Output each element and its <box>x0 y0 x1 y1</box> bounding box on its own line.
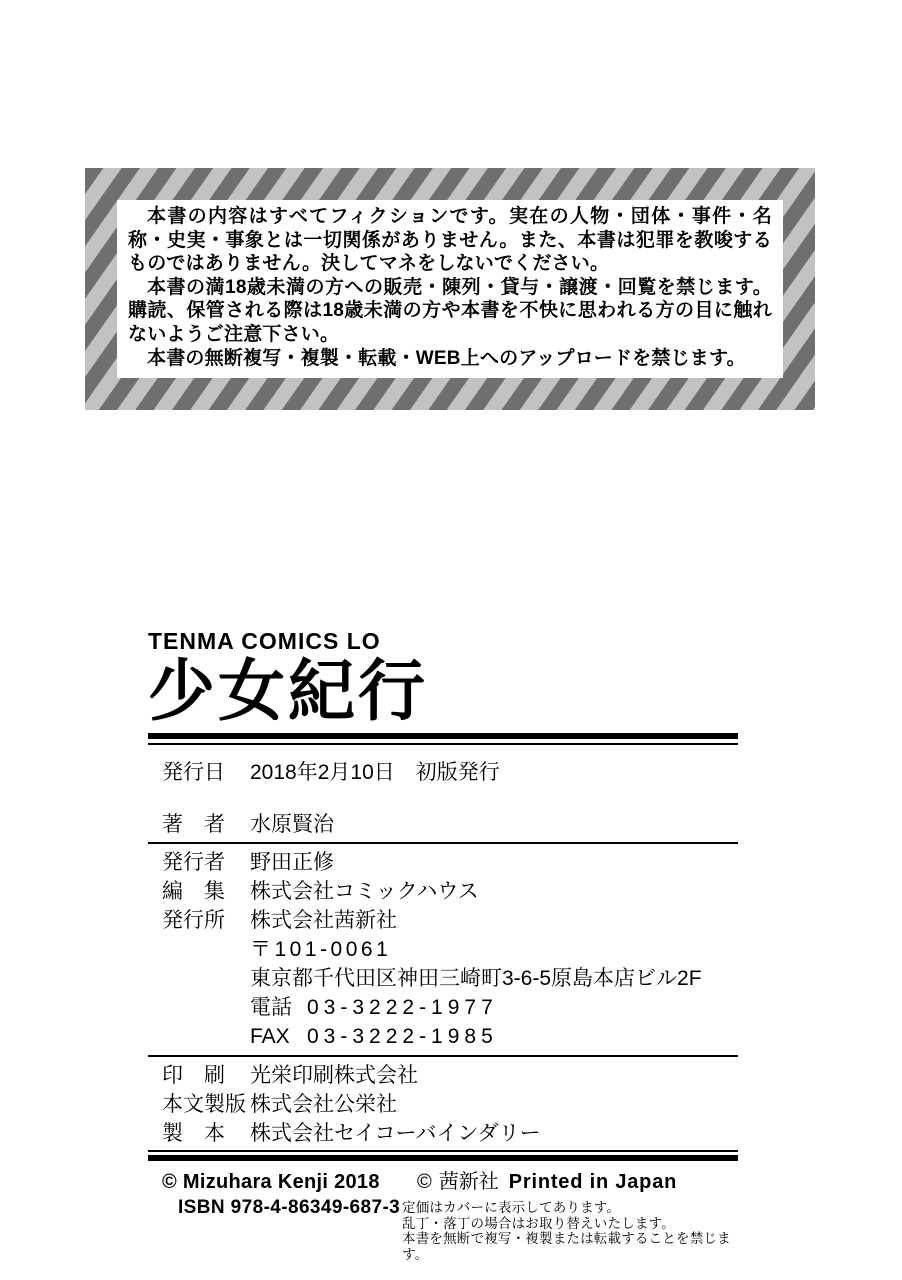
row-publication-date <box>148 758 738 787</box>
bindery-label: 製 本 <box>162 1122 225 1146</box>
publishing-house-label: 発行所 <box>162 909 225 933</box>
row-publishing-house <box>148 906 738 935</box>
editor-label: 編 集 <box>162 880 225 904</box>
printer-label: 印 刷 <box>162 1064 225 1088</box>
telephone-number: 03-3222-1977 <box>307 996 498 1020</box>
row-bindery <box>148 1119 738 1148</box>
postal-code: 〒101-0061 <box>250 938 392 962</box>
colophon-block <box>148 628 738 1262</box>
footer <box>148 1170 738 1262</box>
disclaimer-paragraph-fiction: 本書の内容はすべてフィクションです。実在の人物・団体・事件・名称・史実・事象とは一切関係がありません。また、本書は犯罪を教唆するものではありません。決してマネをしないでください。 <box>128 206 772 275</box>
row-publisher-person <box>148 848 738 877</box>
row-editor <box>148 877 738 906</box>
row-typesetting <box>148 1090 738 1119</box>
telephone-line <box>250 993 738 1022</box>
footer-notes <box>402 1200 738 1262</box>
author-value: 水原賢治 <box>250 813 334 837</box>
row-printer <box>148 1061 738 1090</box>
book-title: 少女紀行 <box>148 654 428 729</box>
publication-date-label: 発行日 <box>162 761 225 785</box>
publishing-house-value: 株式会社茜新社 <box>250 909 397 933</box>
disclaimer-paragraph-no-copy: 本書の無断複写・複製・転載・WEB上へのアップロードを禁じます。 <box>147 347 746 369</box>
bottom-rule-thin <box>148 1150 738 1152</box>
disclaimer-paragraph-age-restriction: 本書の満18歳未満の方への販売・陳列・貸与・譲渡・回覧を禁じます。購読、保管される際は18歳未満の方や本書を不快に思われる方の目に触れないようご注意下さい。 <box>128 276 772 345</box>
printing-group <box>148 1061 738 1148</box>
divider-after-author <box>148 842 738 844</box>
note-defective-copies: 乱丁・落丁の場合はお取り替えいたします。 <box>402 1215 675 1231</box>
publisher-copyright-line <box>402 1170 738 1195</box>
disclaimer-striped-border <box>85 168 815 410</box>
fax-line <box>250 1022 738 1051</box>
publisher-address-block <box>148 935 738 1051</box>
street-address: 東京都千代田区神田三崎町3-6-5原島本店ビル2F <box>250 967 702 991</box>
note-no-reproduction: 本書を無断で複写・複製または転載することを禁じます。 <box>402 1231 731 1262</box>
series-label: TENMA COMICS LO <box>148 628 381 654</box>
divider-after-address <box>148 1055 738 1057</box>
fax-label: FAX <box>250 1025 290 1049</box>
title-rule-thin <box>148 743 738 745</box>
author-label: 著 者 <box>162 813 225 837</box>
fax-number: 03-3222-1985 <box>307 1025 498 1049</box>
isbn: ISBN 978-4-86349-687-3 <box>178 1197 401 1219</box>
footer-right <box>402 1170 738 1262</box>
typesetting-value: 株式会社公栄社 <box>250 1093 397 1117</box>
publisher-group <box>148 848 738 1051</box>
bottom-rules <box>148 1150 738 1161</box>
copyright-symbol: © <box>417 1171 432 1194</box>
printed-in-japan: Printed in Japan <box>508 1171 678 1194</box>
disclaimer-box <box>117 200 783 378</box>
publication-date-value: 2018年2月10日 初版発行 <box>250 761 500 785</box>
row-author <box>148 810 738 839</box>
printer-value: 光栄印刷株式会社 <box>250 1064 418 1088</box>
title-rule-thick <box>148 733 738 739</box>
telephone-label: 電話 <box>250 996 292 1020</box>
publisher-copyright-name: 茜新社 <box>438 1171 499 1194</box>
publisher-person-label: 発行者 <box>162 851 225 875</box>
publisher-person-value: 野田正修 <box>250 851 334 875</box>
editor-value: 株式会社コミックハウス <box>250 880 479 904</box>
bindery-value: 株式会社セイコーバインダリー <box>250 1122 541 1146</box>
author-copyright: © Mizuhara Kenji 2018 <box>162 1171 380 1194</box>
bottom-rule-thick <box>148 1155 738 1161</box>
footer-left <box>148 1170 402 1262</box>
note-price: 定価はカバーに表示してあります。 <box>402 1200 621 1216</box>
typesetting-label: 本文製版 <box>162 1093 246 1117</box>
